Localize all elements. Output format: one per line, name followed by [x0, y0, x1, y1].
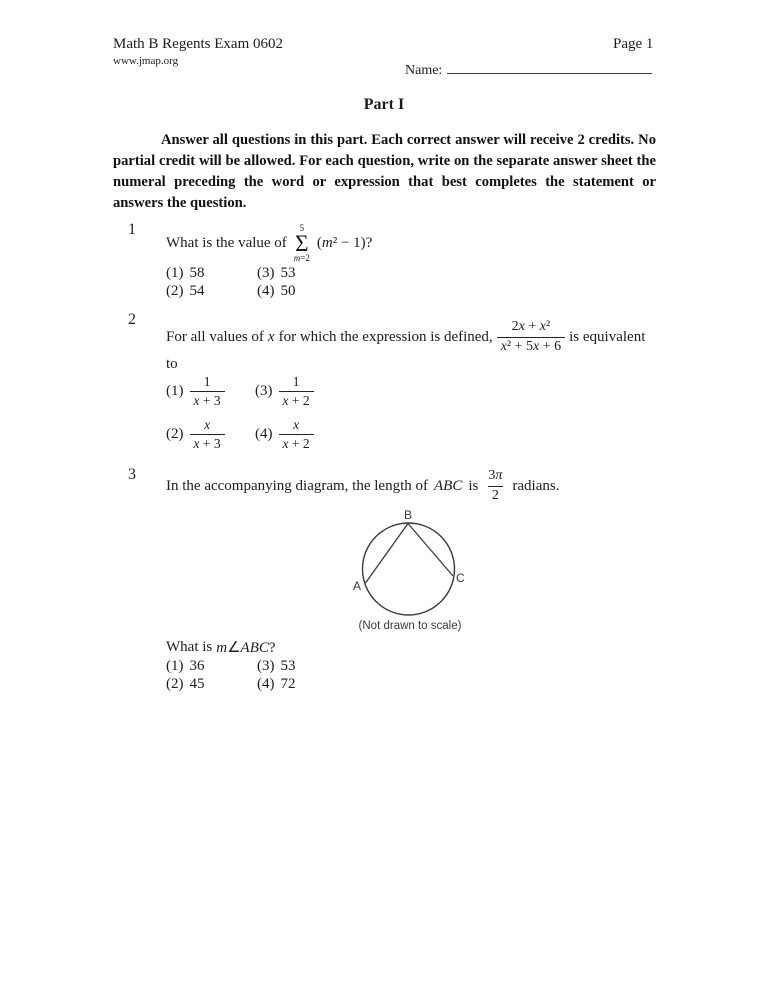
- choice-2: (2) 45: [166, 676, 205, 692]
- instructions-paragraph: Answer all questions in this part. Each correct answer will receive 2 credits. No partial credit will be allowed. For each question, write on the separate answer sheet the numeral preceding the word or expression that best completes the statement or answers the question.: [113, 132, 656, 211]
- choice-fraction: $\frac{x}{x + 3}$: [190, 417, 225, 451]
- name-label: Name:: [405, 63, 443, 78]
- q2-choice-row: [166, 374, 344, 408]
- name-blank-line: [447, 60, 652, 74]
- circle-diagram: [345, 506, 475, 618]
- choice-1: (1) 58: [166, 265, 205, 281]
- sum-upper-limit: 5: [299, 222, 305, 233]
- website-url: www.jmap.org: [113, 55, 179, 67]
- sum-lower-limit: m=2: [293, 252, 310, 263]
- header-left: [113, 36, 283, 68]
- choice-fraction: $\frac{x}{x + 2}$: [279, 417, 314, 451]
- point-label-c: C: [456, 571, 465, 585]
- q1-choice-row: [166, 282, 296, 300]
- choice-1: (1) 36: [166, 658, 205, 674]
- choice-4: (4) 50: [257, 283, 296, 299]
- q3-what-text: What is: [166, 639, 213, 655]
- point-label-a: A: [353, 579, 362, 593]
- choice-1: (1) $\frac{1}{x + 3}$: [166, 374, 255, 408]
- q2-variable-x: x: [267, 328, 275, 345]
- q1-prompt: What is the value of: [166, 234, 287, 251]
- question-2-number: 2: [128, 311, 136, 328]
- q3-fraction: [484, 468, 506, 503]
- choice-2: (2) 54: [166, 283, 205, 299]
- q3-choices: [166, 657, 296, 693]
- q3-choice-row: [166, 675, 296, 693]
- choice-4: (4) $\frac{x}{x + 2}$: [255, 417, 344, 451]
- chord-ba: [366, 524, 409, 584]
- choice-fraction: $\frac{1}{x + 2}$: [279, 374, 314, 408]
- q3-text-2: is: [468, 477, 479, 494]
- choice-3: (3) $\frac{1}{x + 2}$: [255, 374, 344, 408]
- name-row: [405, 60, 652, 79]
- choice-2: (2) $\frac{x}{x + 3}$: [166, 417, 255, 451]
- q2-text-2: for which the expression is defined,: [278, 328, 493, 345]
- q3-text-3: radians.: [512, 477, 560, 494]
- q3-arc-name: ABC: [434, 477, 463, 494]
- q3-text-1: In the accompanying diagram, the length of: [166, 477, 428, 494]
- choice-fraction: $\frac{1}{x + 3}$: [190, 374, 225, 408]
- point-label-b: B: [403, 508, 413, 522]
- q1-sum-expression: (m² − 1)?: [316, 234, 373, 251]
- q2-main-fraction: [497, 319, 565, 354]
- summation-notation: [294, 224, 310, 263]
- q2-choice-row: [166, 417, 344, 451]
- q2-text-1: For all values of: [166, 328, 264, 345]
- q3-sub-question: [166, 638, 276, 657]
- question-1-text: [166, 224, 372, 262]
- q1-choice-row: [166, 264, 296, 282]
- q2-text-continuation: to: [166, 356, 178, 372]
- question-3-text: [166, 464, 559, 508]
- q1-choices: [166, 264, 296, 300]
- q2-choices: [166, 374, 344, 460]
- question-1-number: 1: [128, 221, 136, 238]
- exam-title: Math B Regents Exam 0602: [113, 36, 283, 52]
- circle-shape: [363, 523, 455, 615]
- fraction-numerator: 3π: [488, 468, 503, 484]
- diagram-caption: (Not drawn to scale): [358, 620, 462, 632]
- page-number: Page 1: [613, 36, 654, 52]
- choice-4: (4) 72: [257, 676, 296, 692]
- chord-bc: [408, 524, 453, 577]
- choice-3: (3) 53: [257, 265, 296, 281]
- choice-3: (3) 53: [257, 658, 296, 674]
- sigma-symbol: Σ: [295, 230, 309, 256]
- fraction-denominator: x² + 5x + 6: [497, 337, 565, 355]
- q3-angle-expression: m∠ABC?: [216, 640, 276, 656]
- q3-choice-row: [166, 657, 296, 675]
- fraction-denominator: 2: [488, 486, 503, 504]
- q2-text-3: is equivalent: [569, 328, 646, 345]
- fraction-numerator: 2x + x²: [511, 319, 551, 335]
- question-2-text: [166, 314, 645, 360]
- question-3-number: 3: [128, 466, 136, 483]
- part-title: Part I: [363, 96, 405, 113]
